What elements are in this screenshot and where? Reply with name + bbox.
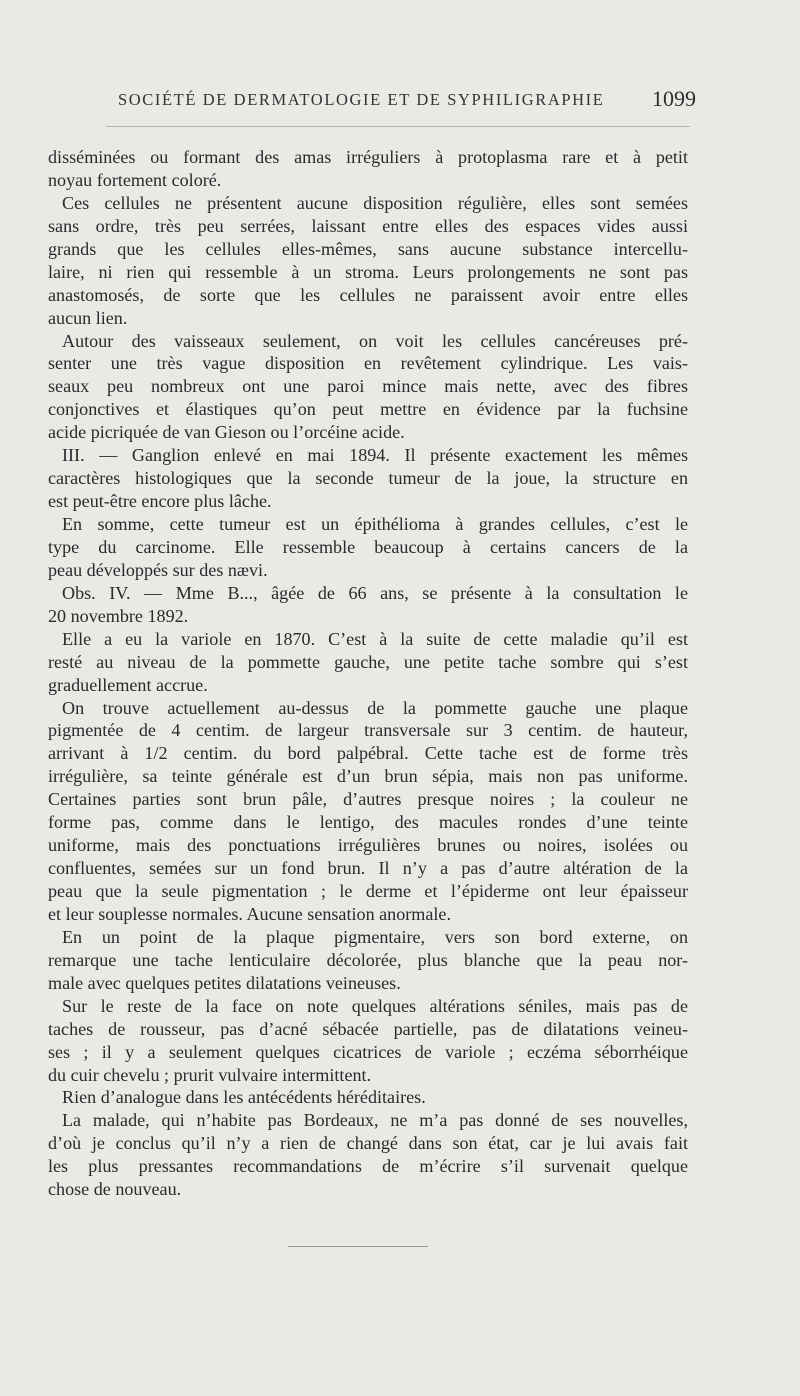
text-line: Certaines parties sont brun pâle, d’autres presque noires ; la couleur ne	[48, 789, 688, 810]
text-line: Obs. IV. — Mme B..., âgée de 66 ans, se présente à la consultation le	[62, 582, 688, 603]
text-line: remarque une tache lenticulaire décolorée, plus blanche que la peau nor-	[48, 949, 688, 970]
text-line: forme pas, comme dans le lentigo, des macules rondes d’une teinte	[48, 812, 688, 833]
text-line: aucun lien.	[48, 307, 128, 328]
text-line: chose de nouveau.	[48, 1179, 182, 1200]
text-line: seaux peu nombreux ont une paroi mince mais nette, avec des fibres	[48, 376, 688, 397]
text-line: En somme, cette tumeur est un épithélioma à grandes cellules, c’est le	[62, 514, 688, 534]
text-line: Rien d’analogue dans les antécédents héréditaires.	[62, 1087, 426, 1108]
text-line: taches de rousseur, pas d’acné sébacée partielle, pas de dilatations veineu-	[48, 1018, 688, 1039]
text-line: et leur souplesse normales. Aucune sensation anormale.	[48, 903, 451, 924]
running-header	[48, 86, 696, 120]
text-line: noyau fortement coloré.	[48, 169, 222, 190]
text-line: acide picriquée de van Gieson ou l’orcéine acide.	[48, 422, 405, 443]
text-line: laire, ni rien qui ressemble à un stroma. Leurs prolongements ne sont pas	[48, 261, 688, 282]
text-line: La malade, qui n’habite pas Bordeaux, ne m’a pas donné de ses nouvelles,	[62, 1110, 688, 1131]
text-line: Sur le reste de la face on note quelques altérations séniles, mais pas de	[62, 995, 688, 1016]
text-line: senter une très vague disposition en revêtement cylindrique. Les vais-	[48, 353, 688, 374]
text-line: d’où je conclus qu’il n’y a rien de changé dans son état, car je lui avais fait	[48, 1133, 688, 1154]
text-line: graduellement accrue.	[48, 674, 208, 695]
section-separator-line	[288, 1246, 428, 1247]
text-line: caractères histologiques que la seconde tumeur de la joue, la structure en	[48, 468, 688, 489]
text-line: disséminées ou formant des amas irréguliers à protoplasma rare et à petit	[48, 147, 688, 167]
text-line: type du carcinome. Elle ressemble beaucoup à certains cancers de la	[48, 536, 688, 557]
text-line: uniforme, mais des ponctuations irrégulières brunes ou noires, isolées ou	[48, 835, 688, 856]
text-line: est peut-être encore plus lâche.	[48, 491, 272, 512]
text-line: Elle a eu la variole en 1870. C’est à la suite de cette maladie qu’il est	[62, 628, 688, 649]
text-line: Autour des vaisseaux seulement, on voit les cellules cancéreuses pré-	[62, 330, 688, 351]
text-line: Ces cellules ne présentent aucune disposition régulière, elles sont semées	[62, 192, 688, 213]
text-line: ses ; il y a seulement quelques cicatrices de variole ; eczéma séborrhéique	[48, 1041, 688, 1062]
text-line: conjonctives et élastiques qu’on peut mettre en évidence par la fuchsine	[48, 399, 688, 420]
text-line: On trouve actuellement au-dessus de la pommette gauche une plaque	[62, 697, 688, 718]
text-line: sans ordre, très peu serrées, laissant entre elles des espaces vides aussi	[48, 215, 688, 236]
text-line: En un point de la plaque pigmentaire, vers son bord externe, on	[62, 926, 688, 947]
text-line: les plus pressantes recommandations de m’écrire s’il survenait quelque	[48, 1156, 688, 1177]
text-line: grands que les cellules elles-mêmes, sans aucune substance intercellu-	[48, 238, 688, 259]
text-line: peau que la seule pigmentation ; le derme et l’épiderme ont leur épaisseur	[48, 881, 688, 901]
page-number: 1099	[652, 86, 696, 111]
running-title: SOCIÉTÉ DE DERMATOLOGIE ET DE SYPHILIGRAPHIE	[118, 90, 605, 109]
text-line: irrégulière, sa teinte générale est d’un brun sépia, mais non pas uniforme.	[48, 766, 688, 787]
text-line: confluentes, semées sur un fond brun. Il n’y a pas d’autre altération de la	[48, 858, 688, 879]
text-line: pigmentée de 4 centim. de largeur transversale sur 3 centim. de hauteur,	[48, 720, 688, 741]
text-line: anastomosés, de sorte que les cellules ne paraissent avoir entre elles	[48, 284, 688, 305]
text-line: 20 novembre 1892.	[48, 605, 189, 626]
text-line: du cuir chevelu ; prurit vulvaire intermittent.	[48, 1064, 372, 1085]
header-rule	[106, 126, 690, 127]
text-line: male avec quelques petites dilatations veineuses.	[48, 972, 401, 993]
text-line: peau développés sur des nævi.	[48, 559, 268, 580]
text-line: arrivant à 1/2 centim. du bord palpébral. Cette tache est de forme très	[48, 743, 688, 764]
body-text	[48, 146, 688, 1201]
text-line: III. — Ganglion enlevé en mai 1894. Il présente exactement les mêmes	[62, 445, 688, 466]
text-line: resté au niveau de la pommette gauche, une petite tache sombre qui s’est	[48, 651, 688, 672]
